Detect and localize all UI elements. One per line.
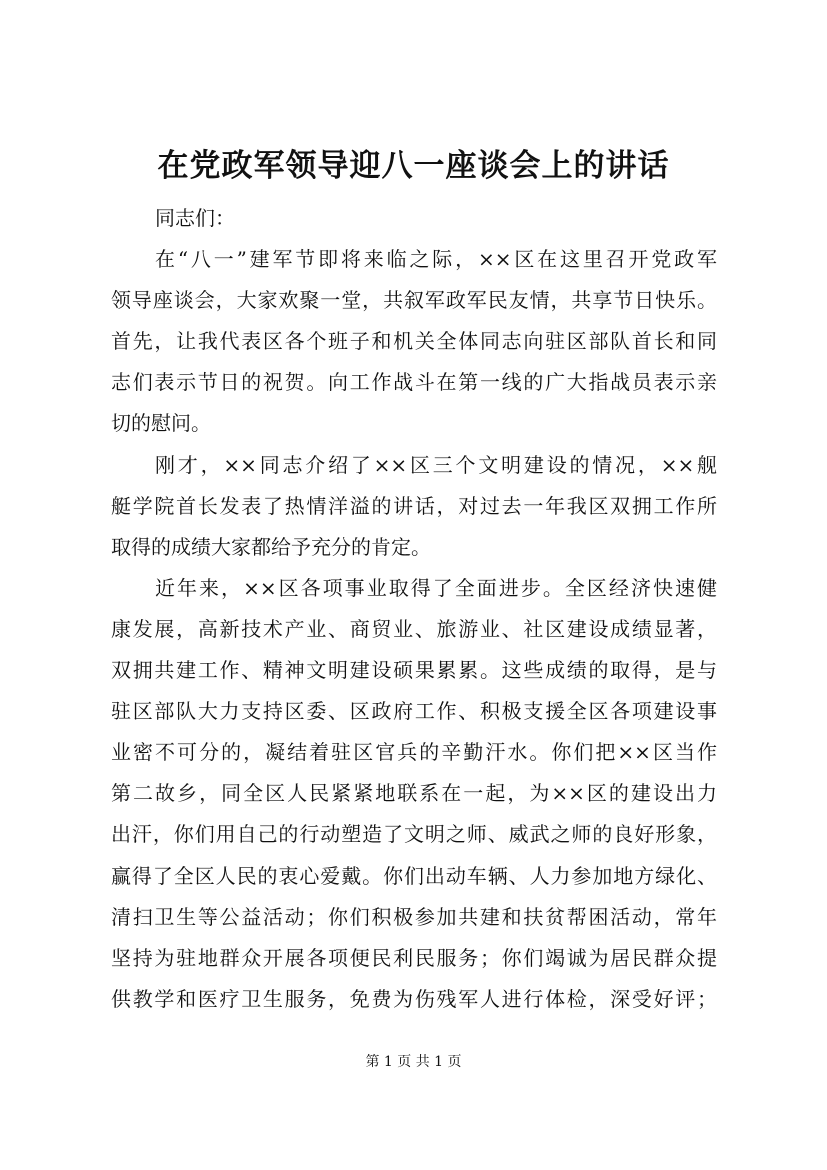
body-line: 志们表示节日的祝贺。向工作战斗在第一线的广大指战员表示亲 <box>111 370 717 395</box>
body-line: 刚才，××同志介绍了××区三个文明建设的情况，××舰 <box>155 452 717 477</box>
body-line: 供教学和医疗卫生服务，免费为伤残军人进行体检，深受好评； <box>111 986 717 1011</box>
body-line: 出汗，你们用自己的行动塑造了文明之师、威武之师的良好形象， <box>111 822 717 847</box>
body-line: 康发展，高新技术产业、商贸业、旅游业、社区建设成绩显著， <box>111 616 717 641</box>
body-line: 第二故乡，同全区人民紧紧地联系在一起，为××区的建设出力 <box>111 781 717 806</box>
body-line: 清扫卫生等公益活动；你们积极参加共建和扶贫帮困活动，常年 <box>111 904 717 929</box>
page-footer: 第 1 页 共 1 页 <box>365 1054 462 1070</box>
document-body <box>111 198 717 1020</box>
salutation-line: 同志们： <box>155 206 235 230</box>
body-line: 首先，让我代表区各个班子和机关全体同志向驻区部队首长和同 <box>111 329 717 354</box>
body-line: 切的慰问。 <box>111 411 211 436</box>
body-line: 驻区部队大力支持区委、区政府工作、积极支援全区各项建设事 <box>111 699 717 724</box>
body-line: 双拥共建工作、精神文明建设硕果累累。这些成绩的取得，是与 <box>111 658 717 683</box>
body-line: 赢得了全区人民的衷心爱戴。你们出动车辆、人力参加地方绿化、 <box>111 863 717 888</box>
body-line: 艇学院首长发表了热情洋溢的讲话，对过去一年我区双拥工作所 <box>111 493 717 518</box>
body-line: 近年来，××区各项事业取得了全面进步。全区经济快速健 <box>155 575 717 600</box>
body-line: 坚持为驻地群众开展各项便民利民服务；你们竭诚为居民群众提 <box>111 945 717 970</box>
document-title: 在党政军领导迎八一座谈会上的讲话 <box>157 148 670 184</box>
body-line: 领导座谈会，大家欢聚一堂，共叙军政军民友情，共享节日快乐。 <box>111 288 717 313</box>
body-line: 业密不可分的，凝结着驻区官兵的辛勤汗水。你们把××区当作 <box>111 740 717 765</box>
body-line: 在“八一”建军节即将来临之际，××区在这里召开党政军 <box>155 247 717 272</box>
body-line: 取得的成绩大家都给予充分的肯定。 <box>111 534 431 559</box>
